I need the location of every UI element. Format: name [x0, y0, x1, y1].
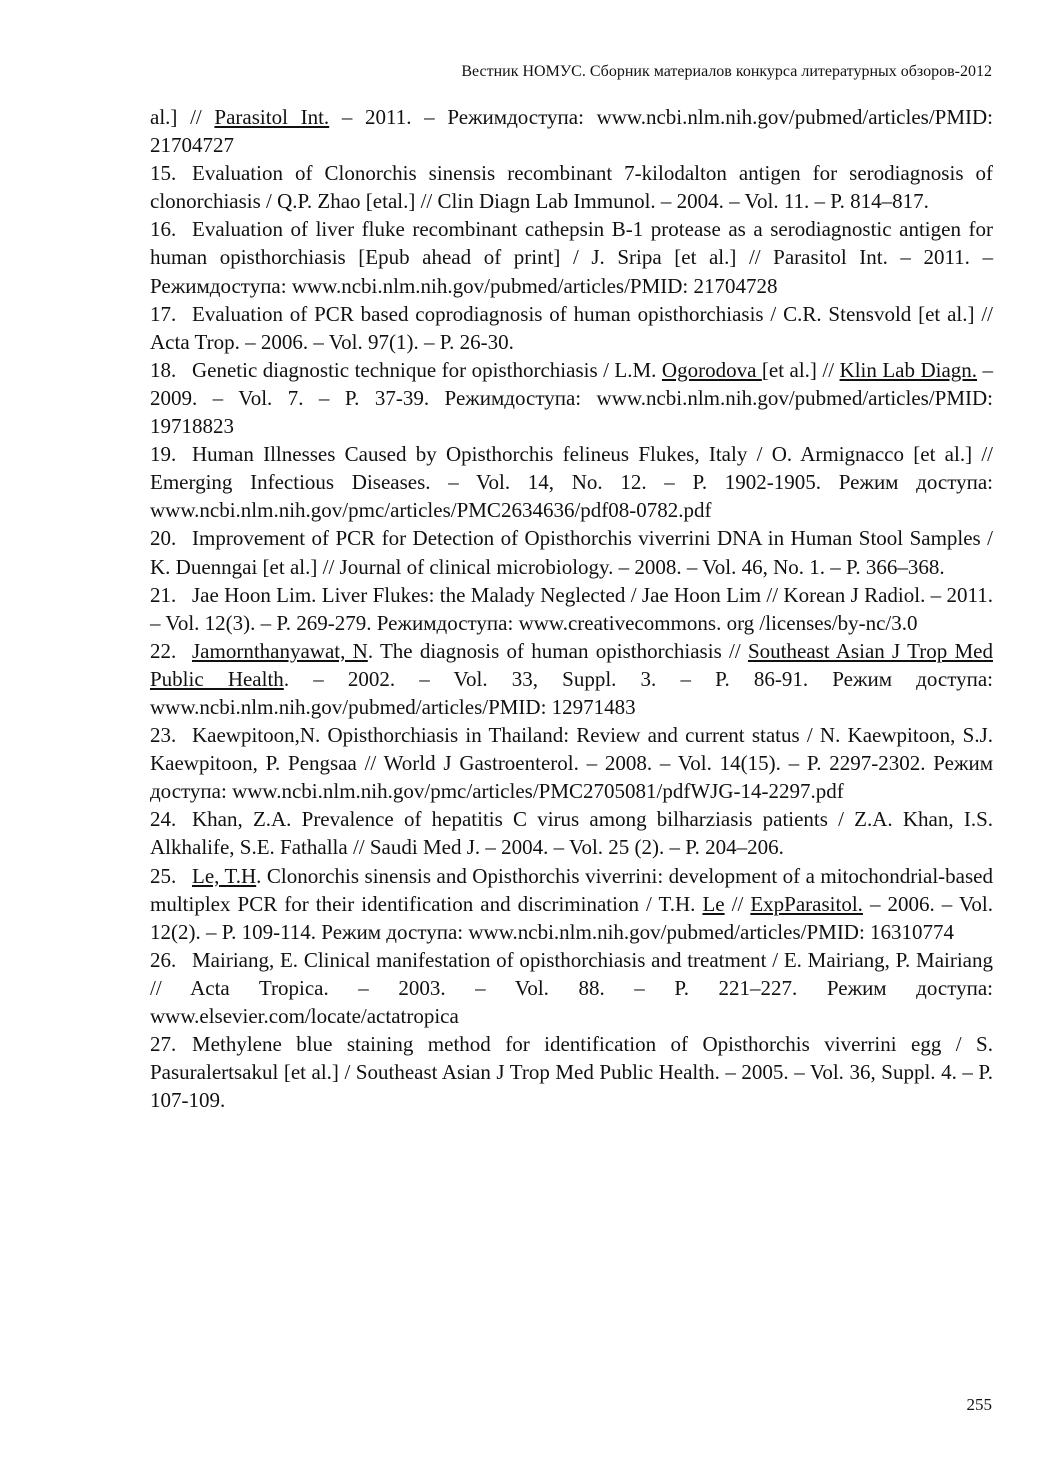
reference-number: 26. [150, 947, 177, 972]
reference-item [150, 103, 993, 159]
reference-link[interactable]: Ogorodova [661, 357, 762, 382]
reference-text: . Clonorchis sinensis and Opisthorchis viverrini: development of a mitochondrial-based multiplex PCR for their identification and discrimination / T.H. [150, 863, 993, 916]
reference-item [150, 215, 993, 299]
reference-number: 21. [150, 582, 177, 607]
reference-text: // [724, 891, 751, 916]
reference-number: 22. [150, 638, 177, 663]
reference-text: – 2011. – Режимдоступа: www.ncbi.nlm.nih.gov/pubmed/articles/PMID: 21704727 [150, 105, 994, 158]
reference-text: . The diagnosis of human opisthorchiasis // [367, 638, 748, 663]
reference-item [150, 1030, 993, 1114]
reference-text: Khan, Z.A. Prevalence of hepatitis C virus among bilharziasis patients / Z.A. Khan, I.S. Alkhalife, S.E. Fathalla // Saudi Med J. – 2004. – Vol. 25 (2). – P. 204–206. [150, 807, 993, 860]
reference-link[interactable]: Parasitol Int. [214, 105, 330, 129]
reference-number: 27. [150, 1032, 177, 1057]
reference-number: 23. [150, 723, 177, 748]
reference-item [150, 721, 993, 805]
reference-number: 16. [150, 217, 177, 242]
reference-item [150, 946, 993, 1030]
page-number: 255 [966, 1395, 992, 1414]
reference-text: [et al.] // [761, 357, 840, 382]
reference-item [150, 805, 993, 861]
running-header: Вестник НОМУС. Сборник материалов конкурса литературных обзоров-2012 [461, 63, 992, 80]
reference-number: 24. [150, 807, 177, 832]
reference-text: – 2009. – Vol. 7. – P. 37-39. Режимдоступа: www.ncbi.nlm.nih.gov/pubmed/articles/PMID: 19718823 [150, 357, 994, 439]
reference-link[interactable]: Le [702, 891, 725, 916]
reference-text: Evaluation of Clonorchis sinensis recombinant 7-kilodalton antigen for serodiagnosis of clonorchiasis / Q.P. Zhao [etal.] // Clin Diagn Lab Immunol. – 2004. – Vol. 11. – P. 814–817. [150, 161, 993, 214]
reference-text: . – 2002. – Vol. 33, Suppl. 3. – P. 86-91. Режим доступа: www.ncbi.nlm.nih.gov/pubmed/articles/PMID: 12971483 [150, 666, 993, 719]
reference-text: Methylene blue staining method for identification of Opisthorchis viverrini egg / S. Pasuralertsakul [et al.] / Southeast Asian J Trop Med Public Health. – 2005. – Vol. 36, Suppl. 4. – P. 107-109. [150, 1032, 993, 1113]
reference-link[interactable]: Le, T.H [192, 863, 257, 888]
reference-text: Improvement of PCR for Detection of Opisthorchis viverrini DNA in Human Stool Samples / K. Duenngai [et al.] // Journal of clinical microbiology. – 2008. – Vol. 46, No. 1. – P. 366–368. [150, 526, 993, 579]
reference-item [150, 637, 993, 721]
reference-item [150, 440, 993, 524]
reference-number: 25. [150, 863, 177, 888]
reference-text: Jae Hoon Lim. Liver Flukes: the Malady Neglected / Jae Hoon Lim // Korean J Radiol. – 2011. – Vol. 12(3). – P. 269-279. Режимдоступа: www.creativecommons. org /licenses/by-nc/3.0 [150, 582, 993, 635]
reference-number: 17. [150, 301, 177, 326]
reference-item [150, 862, 993, 946]
reference-number: 15. [150, 161, 177, 186]
reference-number: 19. [150, 442, 177, 467]
reference-link[interactable]: ExpParasitol. [750, 891, 863, 916]
reference-text: Evaluation of liver fluke recombinant cathepsin B-1 protease as a serodiagnostic antigen for human opisthorchiasis [Epub ahead of print] / J. Sripa [et al.] // Parasitol Int. – 2011. – Режимдоступа: www.ncbi.nlm.nih.gov/pubmed/articles/PMID: 21704728 [150, 217, 993, 298]
reference-link[interactable]: Southeast Asian J Trop Med Public Health [150, 638, 993, 691]
reference-link[interactable]: Jamornthanyawat, N [192, 638, 368, 663]
reference-link[interactable]: Klin Lab Diagn. [839, 357, 978, 382]
reference-text: – 2006. – Vol. 12(2). – P. 109-114. Режим доступа: www.ncbi.nlm.nih.gov/pubmed/articles/PMID: 16310774 [150, 891, 993, 944]
reference-text: Kaewpitoon,N. Opisthorchiasis in Thailand: Review and current status / N. Kaewpitoon, S.J. Kaewpitoon, P. Pengsaa // World J Gastroenterol. – 2008. – Vol. 14(15). – P. 2297-2302. Режим доступа: www.ncbi.nlm.nih.gov/pmc/articles/PMC2705081/pdfWJG-14-2297.pdf [150, 723, 993, 804]
reference-text: Evaluation of PCR based coprodiagnosis of human opisthorchiasis / C.R. Stensvold [et al.] // Acta Trop. – 2006. – Vol. 97(1). – P. 26-30. [150, 301, 993, 354]
reference-item [150, 524, 993, 580]
reference-list [150, 103, 993, 1114]
reference-item [150, 159, 993, 215]
reference-text: Human Illnesses Caused by Opisthorchis felineus Flukes, Italy / O. Armignacco [et al.] // Emerging Infectious Diseases. – Vol. 14, No. 12. – P. 1902-1905. Режим доступа: www.ncbi.nlm.nih.gov/pmc/articles/PMC2634636/pdf08-0782.pdf [150, 442, 993, 523]
reference-text: Mairiang, E. Clinical manifestation of opisthorchiasis and treatment / E. Mairiang, P. Mairiang // Acta Tropica. – 2003. – Vol. 88. – P. 221–227. Режим доступа: www.elsevier.com/locate/actatropica [150, 947, 993, 1028]
reference-text: al.] // [150, 105, 215, 129]
reference-text: Genetic diagnostic technique for opisthorchiasis / L.M. [192, 357, 662, 382]
reference-item [150, 300, 993, 356]
reference-item [150, 356, 993, 440]
reference-number: 20. [150, 526, 177, 551]
reference-number: 18. [150, 357, 177, 382]
reference-item [150, 581, 993, 637]
